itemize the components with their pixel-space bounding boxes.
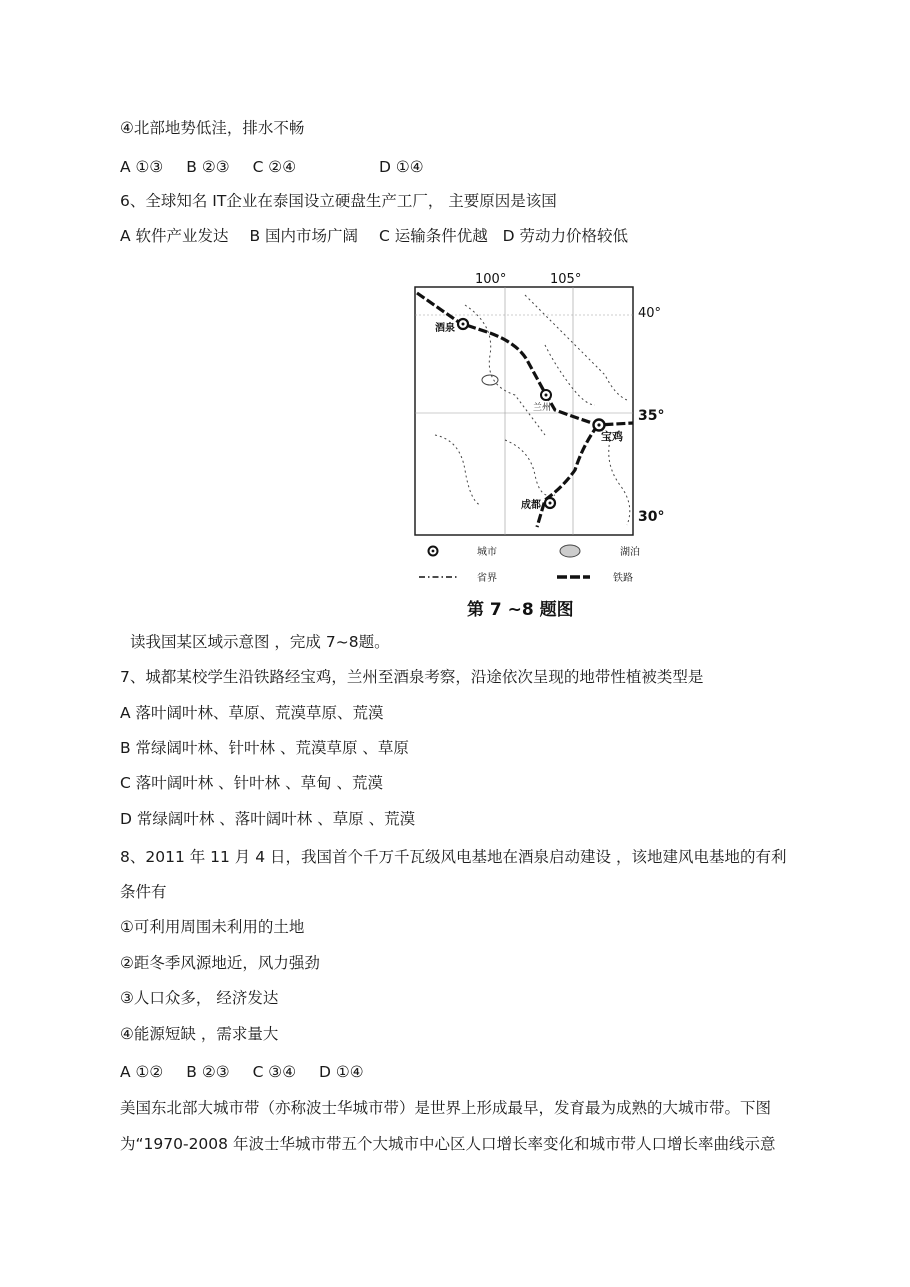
q6-options [120,226,628,246]
city-label-baoji: 宝鸡 [601,430,623,443]
legend-lake-icon [560,545,580,557]
lake-icon [482,375,498,385]
lat-label-35: 35° [638,408,665,424]
q6-option-c: C 运输条件优越 [378,227,488,245]
q8-item-4: ④能源短缺 ，需求量大 [120,1025,279,1043]
question-6: 6、全球知名 IT企业在泰国设立硬盘生产工厂， 主要原因是该国 [120,192,557,210]
q5-option-a: A ①③ [120,158,164,176]
question-8: 8、2011 年 11 月 4 日，我国首个千万千瓦级风电基地在酒泉启动建设 ，该地建风电基地的有利 [120,848,787,866]
question-8-cont: 条件有 [120,883,167,901]
lon-label-100: 100° [475,272,507,287]
q7-option-c: C 落叶阔叶林 、针叶林 、草甸 、荒漠 [120,774,384,792]
province-border [609,440,630,525]
railway-line [417,293,633,425]
legend-city-label: 城市 [477,547,497,558]
legend-lake-label: 湖泊 [620,547,640,558]
city-icon [597,423,600,426]
q8-item-3: ③人口众多， 经济发达 [120,989,279,1007]
province-border [435,435,480,505]
lat-label-40: 40° [638,306,662,321]
q6-option-b: B 国内市场广阔 [249,227,359,245]
province-border [505,440,555,496]
q8-option-c: C ③④ [252,1063,297,1081]
q5-option-b: B ②③ [186,158,230,176]
figure-caption: 第 7 ~8 题图 [467,600,574,620]
city-label-jiuquan: 酒泉 [435,323,455,334]
question-7: 7、城都某校学生沿铁路经宝鸡，兰州至酒泉考察，沿途依次呈现的地带性植被类型是 [120,668,704,686]
region-map-figure [405,265,695,625]
q5-item-4: ④北部地势低洼，排水不畅 [120,119,305,137]
city-icon [462,323,465,326]
legend-railway-label: 铁路 [613,573,633,584]
railway-line [537,425,598,527]
q5-option-c: C ②④ [252,158,297,176]
passage-line-1: 美国东北部大城市带（亦称波士华城市带）是世界上形成最早，发育最为成熟的大城市带。下图 [120,1099,772,1117]
legend-city-icon [432,550,435,553]
city-label-chengdu: 成都 [521,500,541,511]
q8-item-2: ②距冬季风源地近，风力强劲 [120,954,320,972]
province-border [545,345,595,405]
lon-label-105: 105° [550,272,582,287]
lat-label-30: 30° [638,509,665,525]
q5-option-d: D ①④ [379,158,424,176]
q6-option-d: D 劳动力价格较低 [502,227,629,245]
q5-options [120,157,424,177]
q8-option-a: A ①② [120,1063,164,1081]
figure-intro: 读我国某区域示意图 ，完成 7~8题。 [130,633,390,651]
q6-option-a: A 软件产业发达 [120,227,229,245]
city-icon [545,394,548,397]
q8-option-d: D ①④ [319,1063,364,1081]
q8-item-1: ①可利用周围未利用的土地 [120,918,305,936]
q7-option-b: B 常绿阔叶林、针叶林 、荒漠草原 、草原 [120,739,409,757]
q7-option-d: D 常绿阔叶林 、落叶阔叶林 、草原 、荒漠 [120,810,416,828]
legend-border-label: 省界 [477,573,497,584]
q8-option-b: B ②③ [186,1063,230,1081]
city-label-lanzhou: 兰州 [533,403,552,413]
q7-option-a: A 落叶阔叶林、草原、荒漠草原、荒漠 [120,704,384,722]
passage-line-2: 为“1970-2008 年波士华城市带五个大城市中心区人口增长率变化和城市带人口增长率曲线示意 [120,1135,776,1153]
q8-options [120,1062,364,1082]
city-icon [549,502,552,505]
